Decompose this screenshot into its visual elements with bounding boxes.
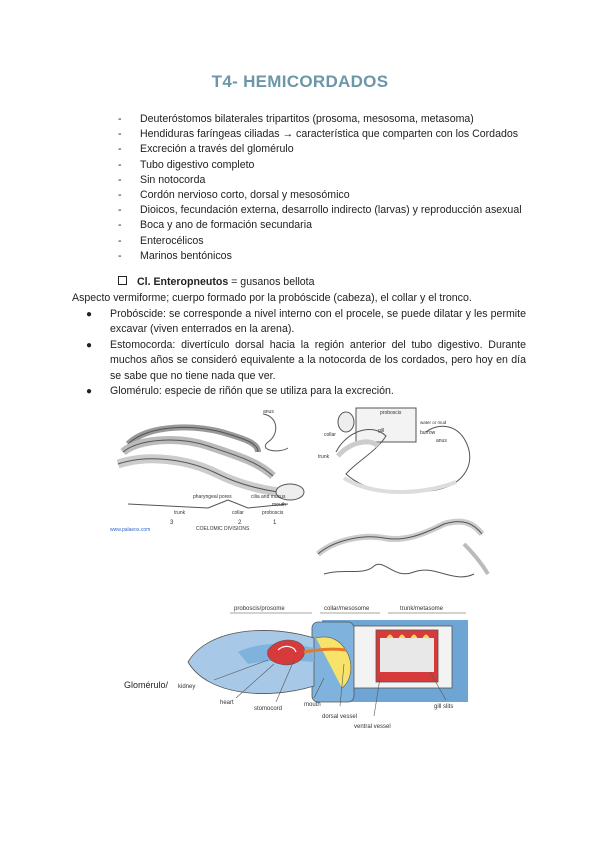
label-gill: gill [378,428,385,434]
list-item: ● Probóscide: se corresponde a nivel interno con el procele, se puede dilatar y les permite excavar (viven enterrados en la arena). [86,308,526,336]
anatomy-figure [118,598,470,736]
list-item: - Tubo digestivo completo [118,158,255,171]
header-proboscis: proboscis/prosome [234,606,285,612]
label-gill-slits: gill slits [434,704,454,710]
features-list [118,112,522,264]
label-dorsal-vessel: dorsal vessel [322,714,358,720]
bullet-icon: ● [86,309,93,320]
label-water-mud: water or mud [420,420,447,425]
header-collar: collar/mesosome [324,606,370,612]
list-item: - Marinos bentónicos [118,249,232,262]
label-trunk: trunk [174,510,186,516]
label-proboscis: proboscis [262,510,284,516]
label-ventral-vessel: ventral vessel [354,724,391,730]
worm-coelomic-figure [108,404,308,534]
label-pharyngeal-pores: pharyngeal pores [193,494,232,500]
list-item: - Dioicos, fecundación externa, desarrollo indirecto (larvas) y reproducción asexual [118,204,522,217]
bullet-list [86,307,526,399]
list-item: ● Glomérulo: especie de riñón que se utiliza para la excreción. [100,384,526,399]
label-heart: heart [220,700,234,706]
label-anus: anus [263,409,274,415]
class-heading: Cl. Enteropneutos = gusanos bellota [118,276,315,288]
label-mouth: mouth [272,502,286,508]
label-anus: anus [436,438,447,444]
worm-sketch-figure [314,514,494,596]
list-item: - Enterocélicos [118,234,204,247]
label-proboscis: proboscis [380,410,402,416]
label-collar: collar [324,432,336,438]
label-mouth: mouth [304,702,321,708]
list-item: ● Estomocorda: divertículo dorsal hacia la región anterior del tubo digestivo. Durante muchos años se consideró equivalente a la notocorda de los cordados, pero hoy en día se sabe que no tiene nada que ver. [86,338,526,382]
label-2: 2 [238,520,242,526]
checkbox-icon [118,276,127,285]
header-trunk: trunk/metasome [400,606,444,612]
credit-link: www.palaeos.com [110,527,151,533]
label-trunk: trunk [318,454,330,460]
label-collar: collar [232,510,244,516]
label-cilia: cilia and mucus [251,494,286,500]
list-item: - Deuteróstomos bilaterales tripartitos (prosoma, mesosoma, metasoma) [118,113,474,125]
list-item: - Hendiduras faríngeas ciliadas → característica que comparten con los Cordados [118,128,519,141]
list-item: - Boca y ano de formación secundaria [118,219,312,232]
label-3: 3 [170,520,174,526]
label-1: 1 [273,520,277,526]
label-kidney: kidney [178,684,196,690]
list-item: - Cordón nervioso corto, dorsal y mesosómico [118,189,350,202]
label-glomerulo: Glomérulo/ [124,680,169,690]
bullet-icon: ● [86,386,93,398]
label-stomocord: stomocord [254,706,283,712]
list-item: - Excreción a través del glomérulo [118,143,294,156]
label-burrow: burrow [420,430,436,436]
burrow-figure [316,402,494,514]
label-coelomic: COELOMIC DIVISIONS [196,526,250,532]
list-item: - Sin notocorda [118,173,206,186]
aspect-text: Aspecto vermiforme; cuerpo formado por la probóscide (cabeza), el collar y el tronco. [72,292,472,304]
page-title: T4- HEMICORDADOS [211,72,389,91]
bullet-icon: ● [86,339,93,351]
